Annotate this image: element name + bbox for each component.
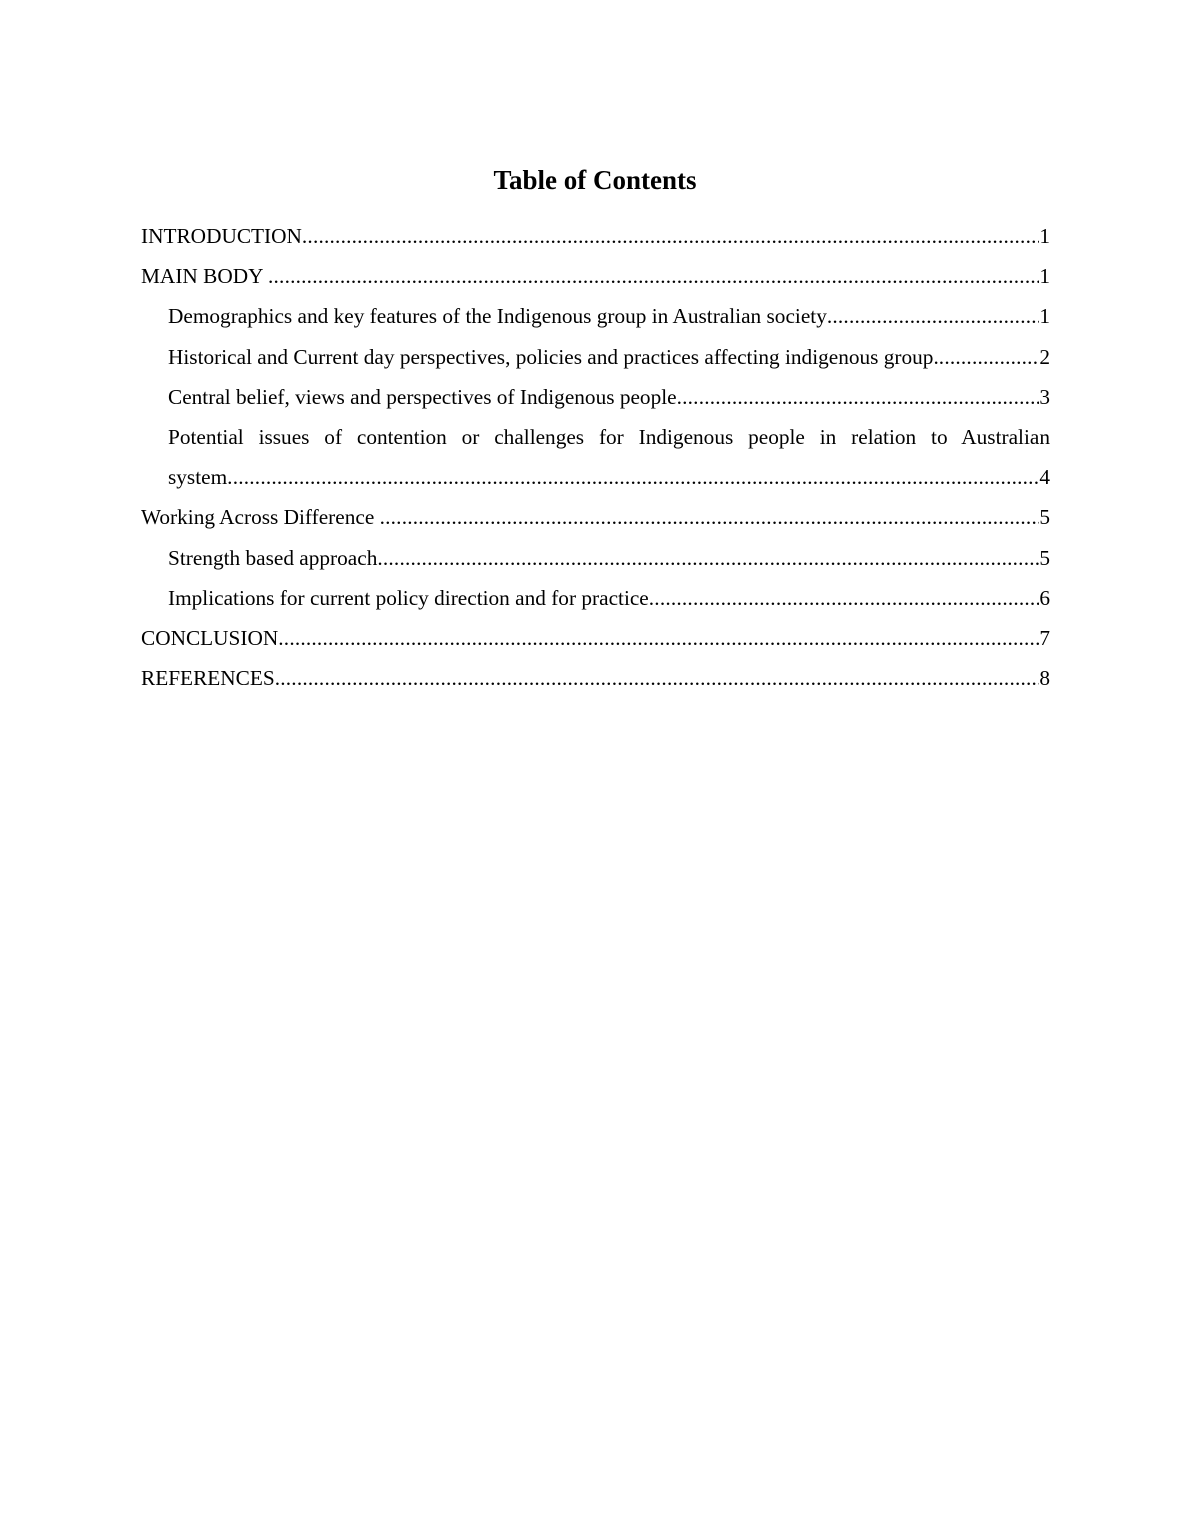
- toc-entry-strength-based-approach[interactable]: [141, 538, 1050, 578]
- dot-leader: [268, 256, 1039, 296]
- toc-entry-page: 5: [1039, 545, 1050, 570]
- toc-title: Table of Contents: [493, 165, 697, 195]
- toc-entry-main-body[interactable]: [141, 256, 1050, 296]
- toc-entry-conclusion[interactable]: [141, 618, 1050, 658]
- dot-leader: [278, 618, 1039, 658]
- toc-entry-label: CONCLUSION: [141, 626, 279, 651]
- toc-entry-label: Strength based approach: [168, 545, 378, 570]
- toc-entry-line-2: [168, 457, 1050, 497]
- toc-entry-page: 2: [1039, 344, 1050, 369]
- toc-entry-implications[interactable]: [141, 578, 1050, 618]
- toc-entry-label: Demographics and key features of the Indigenous group in Australian society: [168, 304, 827, 329]
- toc-entry-label: Potential issues of contention or challenges for Indigenous people in relation to Australian: [168, 425, 1050, 450]
- toc-entry-page: 7: [1039, 626, 1050, 651]
- toc-entry-historical-perspectives[interactable]: [141, 337, 1050, 377]
- toc-entry-introduction[interactable]: [141, 216, 1050, 256]
- dot-leader: [827, 296, 1040, 336]
- toc-entry-page: 3: [1039, 384, 1050, 409]
- toc-entry-label: Central belief, views and perspectives of Indigenous people: [168, 384, 677, 409]
- toc-entry-page: 4: [1039, 465, 1050, 490]
- dot-leader: [227, 457, 1039, 497]
- dot-leader: [677, 377, 1040, 417]
- toc-entry-page: 5: [1039, 505, 1050, 530]
- toc-entry-label: INTRODUCTION: [141, 224, 302, 248]
- dot-leader: [302, 216, 1039, 256]
- toc-entry-demographics[interactable]: [141, 296, 1050, 336]
- toc-entry-central-belief[interactable]: [141, 377, 1050, 417]
- dot-leader: [649, 578, 1040, 618]
- toc-entry-label: REFERENCES: [141, 666, 275, 691]
- toc-entry-label-continued: system: [168, 465, 228, 490]
- toc-list: [141, 216, 1050, 698]
- toc-entry-references[interactable]: [141, 658, 1050, 698]
- toc-entry-label: Implications for current policy direction and for practice: [168, 585, 649, 610]
- toc-entry-label: MAIN BODY: [141, 264, 268, 289]
- dot-leader: [377, 538, 1039, 578]
- dot-leader: [380, 497, 1040, 537]
- toc-entry-potential-issues[interactable]: [141, 417, 1050, 497]
- dot-leader: [939, 337, 1040, 377]
- toc-entry-page: 6: [1039, 585, 1050, 610]
- toc-entry-page: 1: [1039, 224, 1050, 248]
- toc-entry-label: Historical and Current day perspectives, policies and practices affecting indigenous group.: [168, 344, 939, 369]
- toc-entry-page: 1: [1039, 304, 1050, 329]
- dot-leader: [275, 658, 1040, 698]
- toc-entry-working-across-difference[interactable]: [141, 497, 1050, 537]
- toc-entry-label: Working Across Difference: [141, 505, 380, 530]
- toc-entry-page: 1: [1039, 264, 1050, 289]
- toc-entry-page: 8: [1039, 666, 1050, 691]
